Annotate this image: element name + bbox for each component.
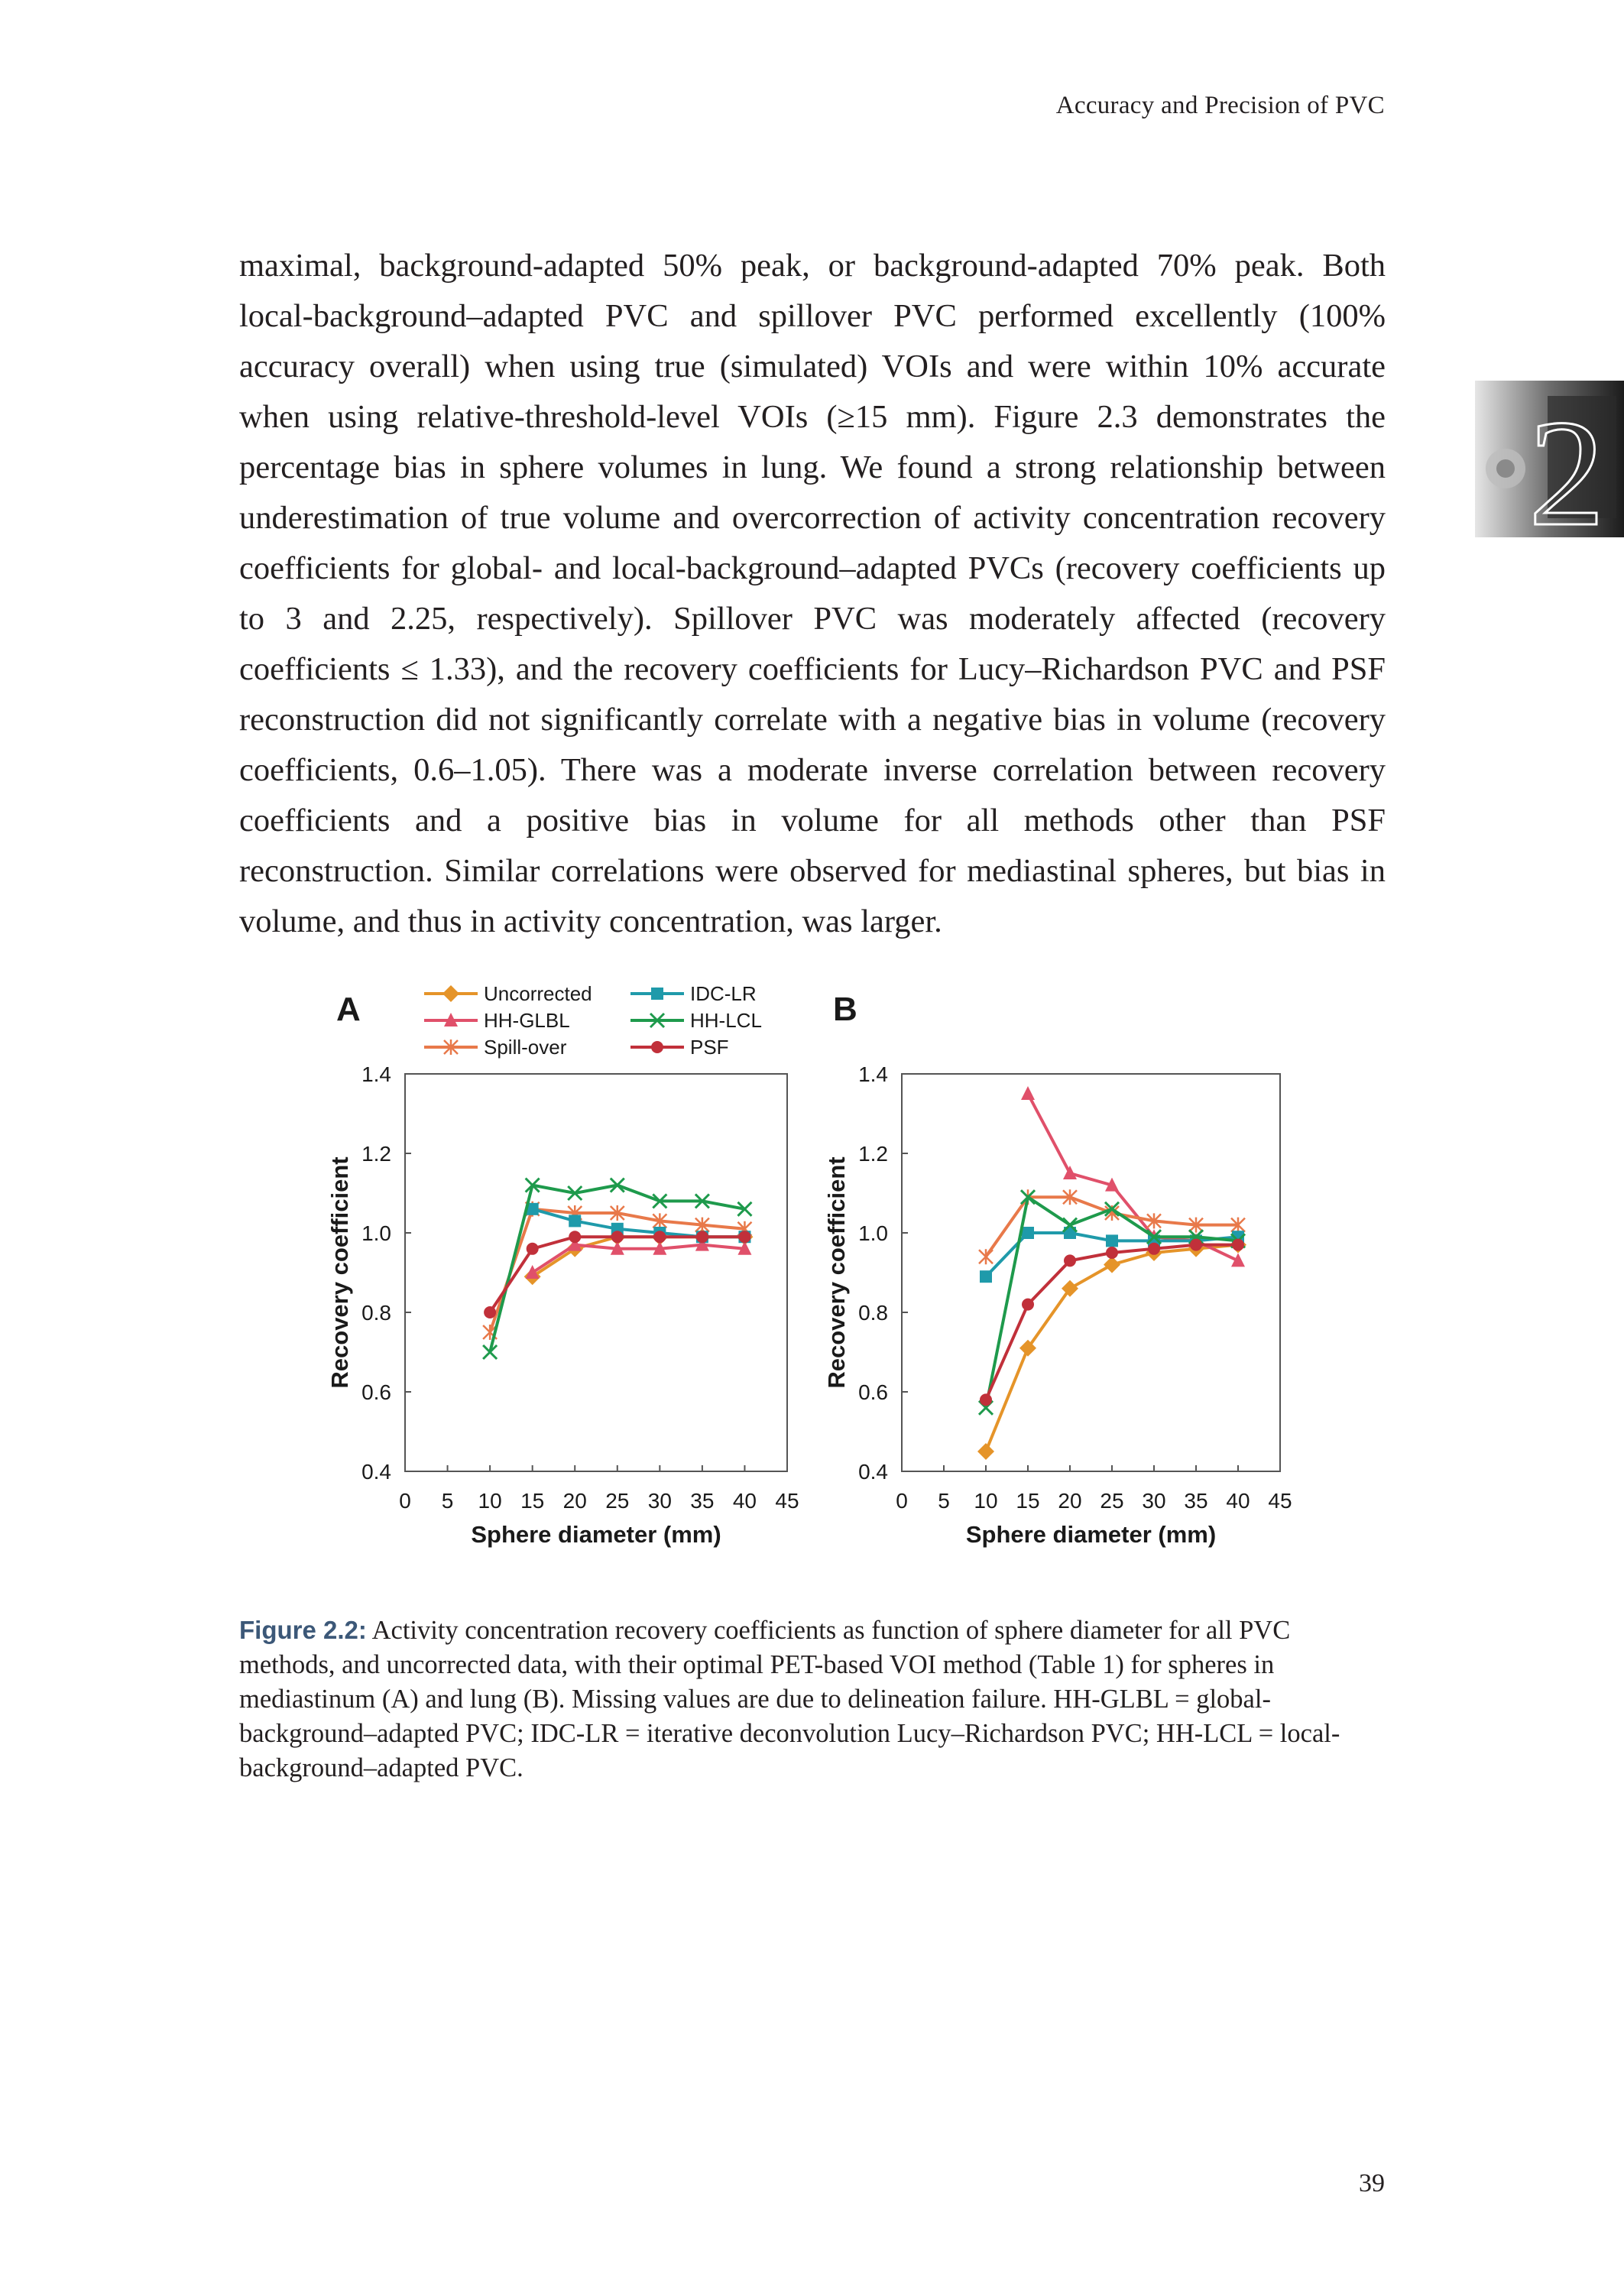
x-axis-label: Sphere diameter (mm) bbox=[965, 1521, 1217, 1548]
x-tick-label: 0 bbox=[896, 1489, 908, 1513]
chart-panel-b bbox=[823, 991, 1292, 1548]
page-number: 39 bbox=[1359, 2169, 1385, 2197]
data-point bbox=[696, 1231, 708, 1243]
data-point bbox=[1106, 1247, 1118, 1259]
data-point bbox=[980, 1270, 992, 1283]
data-point bbox=[1106, 1234, 1118, 1247]
y-tick-label: 0.4 bbox=[858, 1460, 888, 1484]
data-point bbox=[569, 1231, 581, 1243]
legend-entry-uncorrected bbox=[424, 982, 592, 1005]
panel-letter: B bbox=[833, 991, 857, 1028]
figure-2-2 bbox=[306, 971, 1330, 1567]
legend-entry-spill-over bbox=[424, 1036, 567, 1059]
data-point bbox=[1064, 1254, 1076, 1267]
x-tick-label: 35 bbox=[1184, 1489, 1208, 1513]
data-point bbox=[980, 1393, 992, 1406]
data-point bbox=[979, 1249, 993, 1264]
x-tick-label: 45 bbox=[1268, 1489, 1292, 1513]
x-tick-label: 15 bbox=[520, 1489, 545, 1513]
data-point bbox=[1021, 1086, 1035, 1100]
plot-frame bbox=[405, 1074, 787, 1471]
chart-panel-a bbox=[326, 991, 799, 1548]
data-point bbox=[738, 1231, 750, 1243]
legend-label: Spill-over bbox=[484, 1036, 567, 1059]
x-tick-label: 10 bbox=[974, 1489, 998, 1513]
plot-frame bbox=[902, 1074, 1280, 1471]
legend-marker bbox=[651, 988, 663, 1000]
chapter-tab-graphic bbox=[1475, 381, 1624, 537]
data-point bbox=[1190, 1239, 1202, 1251]
x-axis-label: Sphere diameter (mm) bbox=[471, 1521, 721, 1548]
legend bbox=[424, 982, 762, 1059]
legend-marker bbox=[651, 1041, 663, 1053]
data-point bbox=[611, 1231, 624, 1243]
legend-label: IDC-LR bbox=[690, 982, 757, 1005]
y-axis-label: Recovery coefficient bbox=[823, 1156, 850, 1389]
figure-caption bbox=[239, 1613, 1386, 1785]
legend-entry-hh-lcl bbox=[630, 1009, 762, 1032]
y-tick-label: 0.6 bbox=[858, 1380, 888, 1404]
y-tick-label: 0.4 bbox=[361, 1460, 391, 1484]
series-uncorrected bbox=[977, 1237, 1246, 1460]
x-tick-label: 20 bbox=[1058, 1489, 1082, 1513]
x-tick-label: 45 bbox=[775, 1489, 799, 1513]
figure-caption-label: Figure 2.2: bbox=[239, 1616, 367, 1644]
figure-caption-text: Activity concentration recovery coefficients as function of sphere diameter for all PVC methods, and uncorrected data, with their optimal PET-based VOI method (Table 1) for spheres in mediastinum (A) and lung (B). Missing values are due to delineation failure. HH-GLBL = global-background–adapted PVC; IDC-LR = iterative deconvolution Lucy–Richardson PVC; HH-LCL = local-background–adapted PVC. bbox=[239, 1616, 1340, 1782]
y-tick-label: 0.8 bbox=[361, 1301, 391, 1325]
panel-letter: A bbox=[336, 991, 361, 1028]
y-axis-label: Recovery coefficient bbox=[326, 1156, 353, 1389]
figure-chart-svg bbox=[306, 971, 1330, 1567]
x-tick-label: 0 bbox=[399, 1489, 411, 1513]
data-point bbox=[653, 1231, 666, 1243]
data-point bbox=[977, 1443, 994, 1460]
x-tick-label: 40 bbox=[732, 1489, 757, 1513]
legend-label: HH-LCL bbox=[690, 1009, 762, 1032]
legend-entry-psf bbox=[630, 1036, 729, 1059]
x-tick-label: 25 bbox=[1100, 1489, 1124, 1513]
y-tick-label: 1.4 bbox=[858, 1062, 888, 1086]
data-point bbox=[1232, 1239, 1244, 1251]
legend-entry-idc-lr bbox=[630, 982, 757, 1005]
chapter-tab-photo-shape-inner bbox=[1496, 459, 1515, 478]
x-tick-label: 10 bbox=[478, 1489, 502, 1513]
x-tick-label: 5 bbox=[938, 1489, 950, 1513]
x-tick-label: 15 bbox=[1016, 1489, 1040, 1513]
data-point bbox=[1148, 1243, 1160, 1255]
series-line bbox=[1028, 1094, 1238, 1260]
running-head: Accuracy and Precision of PVC bbox=[1055, 92, 1385, 119]
x-tick-label: 5 bbox=[441, 1489, 454, 1513]
body-paragraph: maximal, background-adapted 50% peak, or background-adapted 70% peak. Both local-background–adapted PVC and spillover PVC performed excellently (100% accuracy overall) when using true (simulated) VOIs and were within 10% accurate when using relative-threshold-level VOIs (≥15 mm). Figure 2.3 demonstrates the percentage bias in sphere volumes in lung. We found a strong relationship between underestimation of true volume and overcorrection of activity concentration recovery coefficients for global- and local-background–adapted PVCs (recovery coefficients up to 3 and 2.25, respectively). Spillover PVC was moderately affected (recovery coefficients ≤ 1.33), and the recovery coefficients for Lucy–Richardson PVC and PSF reconstruction did not significantly correlate with a negative bias in volume (recovery coefficients, 0.6–1.05). There was a moderate inverse correlation between recovery coefficients and a positive bias in volume for all methods other than PSF reconstruction. Similar correlations were observed for mediastinal spheres, but bias in volume, and thus in activity concentration, was larger. bbox=[239, 248, 1386, 939]
data-point bbox=[527, 1243, 539, 1255]
chapter-tab bbox=[1475, 381, 1624, 537]
x-tick-label: 30 bbox=[1142, 1489, 1166, 1513]
y-tick-label: 0.8 bbox=[858, 1301, 888, 1325]
legend-entry-hh-glbl bbox=[424, 1009, 570, 1032]
legend-label: HH-GLBL bbox=[484, 1009, 570, 1032]
x-tick-label: 40 bbox=[1226, 1489, 1250, 1513]
x-tick-label: 30 bbox=[647, 1489, 672, 1513]
series-line bbox=[533, 1245, 745, 1273]
y-tick-label: 1.0 bbox=[858, 1221, 888, 1245]
data-point bbox=[484, 1306, 496, 1318]
legend-marker bbox=[442, 985, 459, 1002]
data-point bbox=[1022, 1227, 1034, 1239]
series-line bbox=[533, 1237, 745, 1276]
chapter-number: 2 bbox=[1528, 389, 1605, 537]
data-point bbox=[569, 1215, 581, 1227]
y-tick-label: 1.4 bbox=[361, 1062, 391, 1086]
x-tick-label: 35 bbox=[690, 1489, 715, 1513]
x-tick-label: 25 bbox=[605, 1489, 630, 1513]
data-point bbox=[1063, 1166, 1077, 1179]
y-tick-label: 1.2 bbox=[858, 1142, 888, 1166]
legend-label: Uncorrected bbox=[484, 982, 592, 1005]
y-tick-label: 1.2 bbox=[361, 1142, 391, 1166]
y-tick-label: 0.6 bbox=[361, 1380, 391, 1404]
x-tick-label: 20 bbox=[562, 1489, 587, 1513]
legend-label: PSF bbox=[690, 1036, 729, 1059]
data-point bbox=[1022, 1299, 1034, 1311]
y-tick-label: 1.0 bbox=[361, 1221, 391, 1245]
